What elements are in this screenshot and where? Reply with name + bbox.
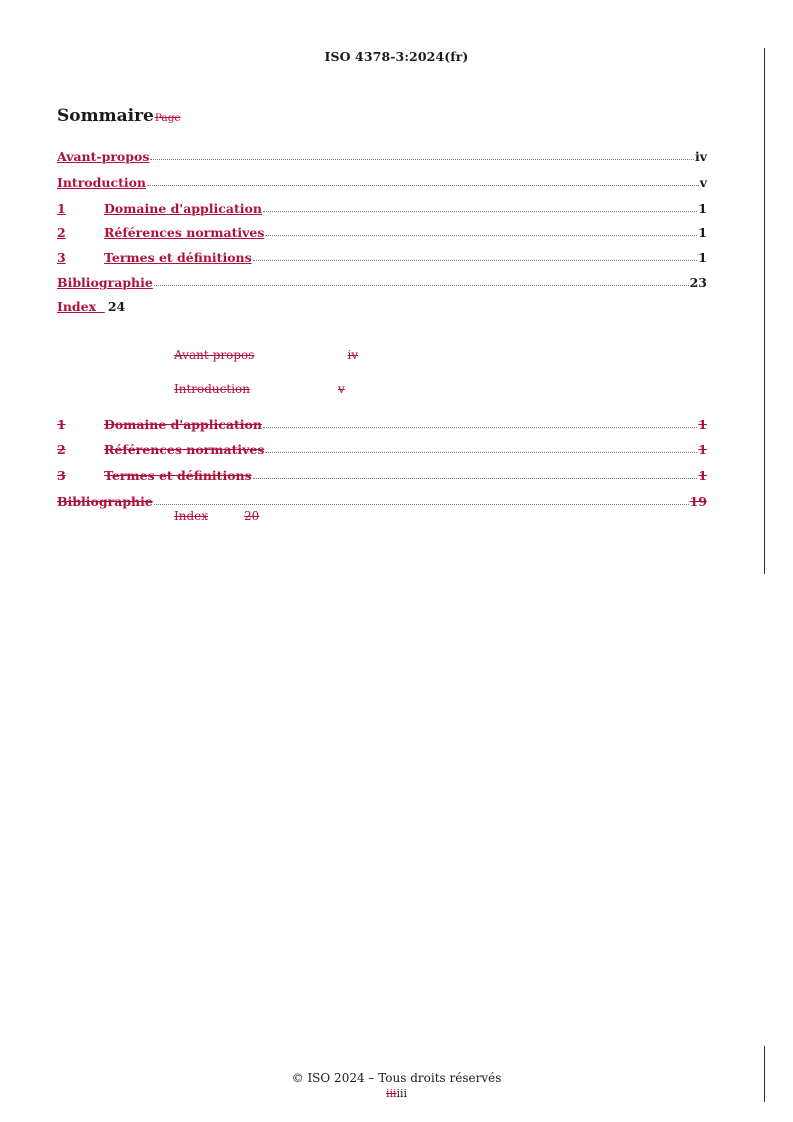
deleted-entry-introduction bbox=[174, 382, 345, 396]
toc-entry-number: 1 bbox=[57, 417, 66, 432]
leader-dots bbox=[150, 157, 694, 160]
page-column-label-deleted: Page bbox=[154, 112, 181, 124]
deleted-entry-index bbox=[174, 509, 259, 523]
toc-entry-number: 2 bbox=[57, 442, 66, 457]
toc-entry-label: Domaine d'application bbox=[104, 417, 262, 432]
deleted-page: iv bbox=[347, 348, 359, 362]
toc-entry-label[interactable]: Index bbox=[57, 299, 97, 314]
toc-entry-number: 3 bbox=[57, 250, 66, 265]
leader-dots bbox=[263, 425, 697, 428]
toc-entry-page: iv bbox=[694, 149, 707, 164]
toc-entry-index[interactable] bbox=[57, 299, 125, 314]
deleted-entry-references bbox=[57, 439, 707, 457]
toc-title: Sommaire bbox=[57, 106, 154, 126]
toc-entry-label[interactable]: Références normatives bbox=[104, 225, 265, 240]
deleted-page: v bbox=[338, 382, 345, 396]
deleted-entry-avant-propos bbox=[174, 348, 358, 362]
toc-entry-label: Références normatives bbox=[104, 442, 265, 457]
deleted-label: Index bbox=[174, 509, 209, 523]
toc-entry-label[interactable]: Avant-propos bbox=[57, 149, 150, 164]
toc-entry-page: 1 bbox=[698, 201, 707, 216]
leader-dots bbox=[265, 233, 697, 236]
deleted-entry-termes bbox=[57, 465, 707, 483]
toc-entry-label: Termes et définitions bbox=[104, 468, 252, 483]
toc-entry-label[interactable]: Domaine d'application bbox=[104, 201, 262, 216]
toc-entry-termes[interactable] bbox=[57, 247, 707, 265]
toc-entry-avant-propos[interactable] bbox=[57, 146, 707, 164]
toc-entry-number: 3 bbox=[57, 468, 66, 483]
toc-entry-bibliographie[interactable] bbox=[57, 272, 707, 290]
toc-entry-page: 1 bbox=[698, 250, 707, 265]
footer-copyright: © ISO 2024 – Tous droits réservés bbox=[291, 1071, 502, 1085]
change-bar bbox=[764, 48, 765, 574]
deleted-entry-bibliographie bbox=[57, 491, 707, 509]
toc-entry-page: 23 bbox=[689, 275, 707, 290]
deleted-label: Avant-propos bbox=[174, 348, 255, 362]
toc-entry-page: 1 bbox=[698, 225, 707, 240]
toc-heading bbox=[57, 106, 181, 126]
deleted-label: Introduction bbox=[174, 382, 250, 396]
toc-entry-references[interactable] bbox=[57, 222, 707, 240]
toc-entry-page: 1 bbox=[698, 417, 707, 432]
toc-entry-page: v bbox=[699, 175, 707, 190]
underline-gap bbox=[96, 299, 105, 314]
leader-dots bbox=[154, 283, 689, 286]
toc-entry-page: 1 bbox=[698, 468, 707, 483]
deleted-page: 20 bbox=[244, 509, 260, 523]
leader-dots bbox=[263, 209, 697, 212]
deleted-entry-domaine bbox=[57, 414, 707, 432]
toc-entry-label[interactable]: Bibliographie bbox=[57, 275, 153, 290]
toc-entry-number: 1 bbox=[57, 201, 66, 216]
document-header: ISO 4378-3:2024(fr) bbox=[324, 49, 469, 64]
footer-page-number bbox=[0, 1087, 793, 1100]
leader-dots bbox=[147, 183, 699, 186]
toc-entry-number: 2 bbox=[57, 225, 66, 240]
toc-entry-page: 1 bbox=[698, 442, 707, 457]
leader-dots bbox=[253, 476, 698, 479]
page-number-deleted: iii bbox=[385, 1087, 397, 1100]
toc-entry-introduction[interactable] bbox=[57, 172, 707, 190]
leader-dots bbox=[253, 258, 698, 261]
leader-dots bbox=[265, 450, 697, 453]
toc-entry-page: 24 bbox=[107, 299, 126, 314]
toc-entry-domaine[interactable] bbox=[57, 198, 707, 216]
toc-entry-label[interactable]: Termes et définitions bbox=[104, 250, 252, 265]
toc-entry-label[interactable]: Introduction bbox=[57, 175, 147, 190]
leader-dots bbox=[154, 502, 689, 505]
page-number-current: iii bbox=[396, 1087, 408, 1100]
toc-entry-page: 19 bbox=[689, 494, 707, 509]
toc-entry-label: Bibliographie bbox=[57, 494, 153, 509]
